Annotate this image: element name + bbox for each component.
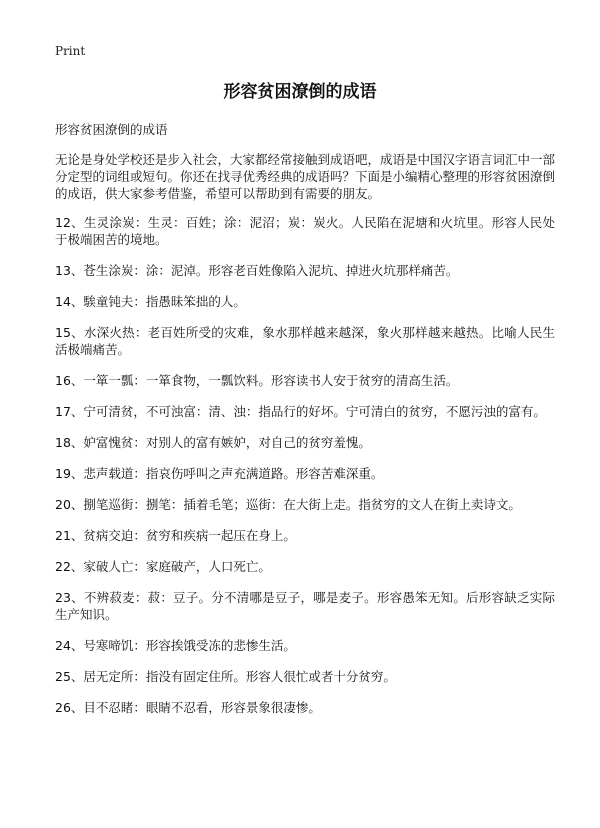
idiom-entry: 22、家破人亡：家庭破产，人口死亡。 [55,559,271,574]
idiom-entry: 18、妒富愧贫：对别人的富有嫉妒，对自己的贫穷羞愧。 [55,435,371,450]
idiom-entry: 13、苍生涂炭：涂：泥淖。形容老百姓像陷入泥坑、掉进火坑那样痛苦。 [55,263,459,278]
idiom-list [55,214,555,716]
idiom-entry: 21、贫病交迫：贫穷和疾病一起压在身上。 [55,528,296,543]
print-link[interactable]: Print [55,44,86,58]
idiom-entry: 15、水深火热：老百姓所受的灾难，象水那样越来越深，象火那样越来越热。比喻人民生活极端痛苦。 [55,325,555,357]
page-title: 形容贫困潦倒的成语 [223,82,377,102]
idiom-entry: 12、生灵涂炭：生灵：百姓；涂：泥沼；炭：炭火。人民陷在泥塘和火坑里。形容人民处于极端困苦的境地。 [55,215,555,247]
idiom-entry: 24、号寒啼饥：形容挨饿受冻的悲惨生活。 [55,638,296,653]
intro-paragraph: 无论是身处学校还是步入社会，大家都经常接触到成语吧，成语是中国汉字语言词汇中一部分定型的词组或短句。你还在找寻优秀经典的成语吗？下面是小编精心整理的形容贫困潦倒的成语，供大家参考借鉴，希望可以帮助到有需要的朋友。 [55,152,556,201]
article-body [55,151,555,716]
article-subtitle: 形容贫困潦倒的成语 [55,122,168,137]
idiom-entry: 16、一箪一瓢：一箪食物，一瓢饮料。形容读书人安于贫穷的清高生活。 [55,373,459,388]
idiom-entry: 23、不辨菽麦：菽：豆子。分不清哪是豆子，哪是麦子。形容愚笨无知。后形容缺乏实际生产知识。 [55,590,555,622]
idiom-entry: 17、宁可清贫，不可浊富：清、浊：指品行的好坏。宁可清白的贫穷，不愿污浊的富有。 [55,404,546,419]
idiom-entry: 25、居无定所：指没有固定住所。形容人很忙或者十分贫穷。 [55,669,396,684]
idiom-entry: 20、捌笔巡街：捌笔：插着毛笔；巡街：在大街上走。指贫穷的文人在街上卖诗文。 [55,497,521,512]
idiom-entry: 26、目不忍睹：眼睛不忍看，形容景象很凄惨。 [55,700,321,715]
idiom-entry: 14、騃童钝夫：指愚昧笨拙的人。 [55,294,246,309]
idiom-entry: 19、悲声载道：指哀伤呼叫之声充满道路。形容苦难深重。 [55,466,384,481]
